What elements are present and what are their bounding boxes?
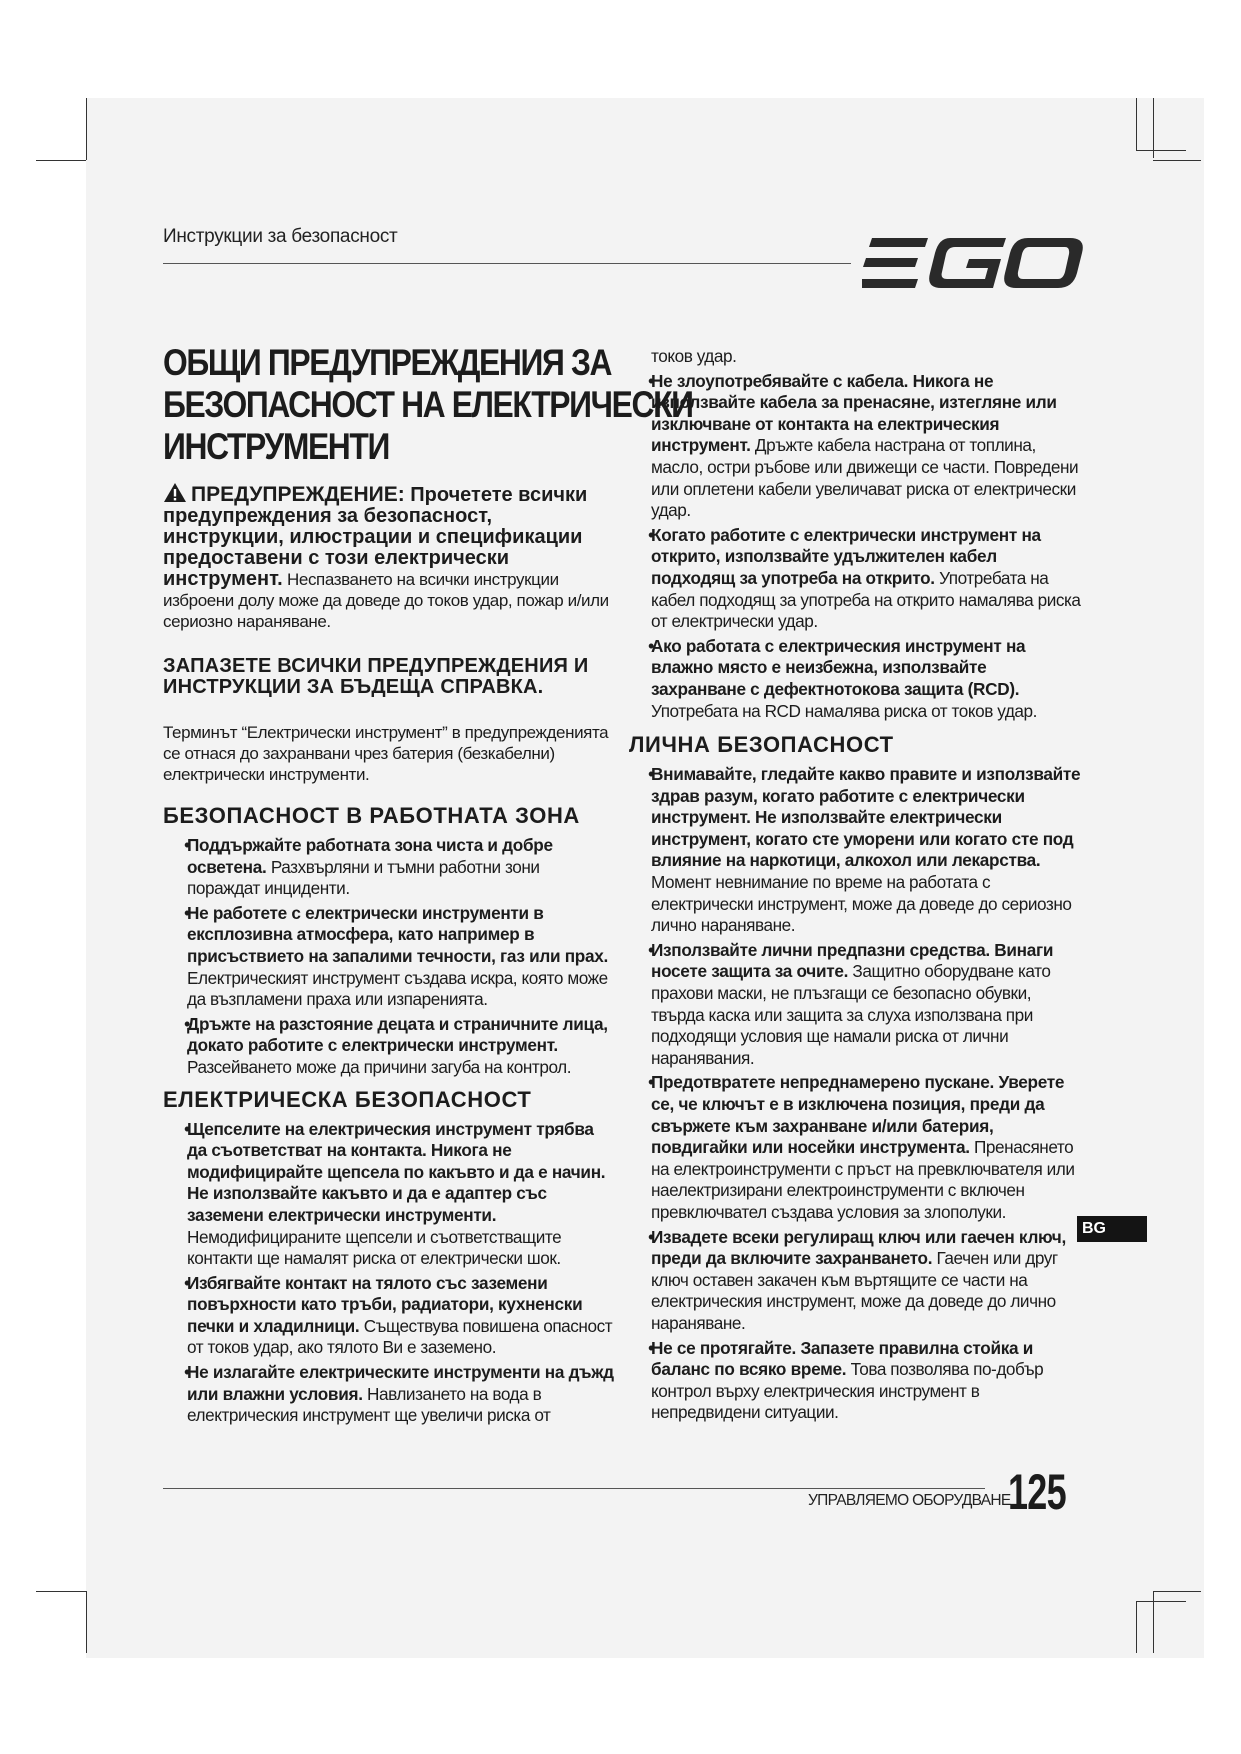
list-item: • Не излагайте електрическите инструменти на дъжд или влажни условия. Навлизането на вода в електрическия инструмент ще увеличи риска от: [187, 1362, 615, 1427]
ego-logo: [862, 236, 1086, 290]
list-item: • Не се протягайте. Запазете правилна стойка и баланс по всяко време. Това позволява по-добър контрол върху електрическия инструмент в непредвидени ситуации.: [651, 1338, 1083, 1424]
work-area-list: [163, 835, 615, 1079]
list-item: • Дръжте на разстояние децата и страничните лица, докато работите с електрически инструмент. Разсейването може да причини загуба на контрол.: [187, 1014, 615, 1079]
list-item: • Извадете всеки регулиращ ключ или гаечен ключ, преди да включите захранването. Гаечен или друг ключ оставен закачен към въртящите се части на електрическия инструмент, може да доведе до лично нараняване.: [651, 1227, 1083, 1335]
personal-list: [651, 764, 1083, 1424]
footer-label: УПРАВЛЯЕМО ОБОРУДВАНЕ: [808, 1492, 1011, 1509]
warning-block: [163, 482, 615, 632]
page-number: 125: [1008, 1464, 1066, 1520]
list-item: • Не работете с електрически инструменти в експлозивна атмосфера, като например в присъствието на запалими течности, газ или прах. Електрическият инструмент създава искра, която може да възпламени праха или изпаренията.: [187, 903, 615, 1011]
header-divider: [163, 263, 851, 264]
warning-lead: ПРЕДУПРЕЖДЕНИЕ:: [191, 483, 405, 506]
language-badge: BG: [1077, 1216, 1147, 1242]
warning-triangle-icon: [163, 482, 187, 503]
left-column: [163, 342, 693, 1430]
list-item: • Поддържайте работната зона чиста и добре осветена. Разхвърляни и тъмни работни зони пораждат инциденти.: [187, 835, 615, 900]
heading-work-area: БЕЗОПАСНОСТ В РАБОТНАТА ЗОНА: [163, 803, 580, 828]
heading-electrical: ЕЛЕКТРИЧЕСКА БЕЗОПАСНОСТ: [163, 1086, 532, 1112]
footer-divider: [163, 1488, 985, 1489]
list-item: • Избягвайте контакт на тялото със заземени повърхности като тръби, радиатори, кухненски печки и хладилници. Съществува повишена опасност от токов удар, ако тялото Ви е заземено.: [187, 1273, 615, 1359]
page-title: ОБЩИ ПРЕДУПРЕЖДЕНИЯ ЗА БЕЗОПАСНОСТ НА ЕЛЕКТРИЧЕСКИ ИНСТРУМЕНТИ: [163, 342, 693, 467]
list-item: • Щепселите на електрическия инструмент трябва да съответстват на контакта. Никога не модифицирайте щепсела по какъвто и да е начин. Не използвайте какъвто и да е адаптер със заземени електрически инструменти. Немодифицираните щепсели и съответстващите контакти ще намалят риска от електрически шок.: [187, 1119, 615, 1270]
save-notice: ЗАПАЗЕТЕ ВСИЧКИ ПРЕДУПРЕЖДЕНИЯ И ИНСТРУКЦИИ ЗА БЪДЕЩА СПРАВКА.: [163, 655, 589, 698]
warning-bold-text: Прочетете всички предупреждения за безопасност, инструкции, илюстрации и спецификации предоставени с този електрически инструмент.: [163, 484, 588, 590]
right-column: [629, 346, 1083, 1427]
list-item: • Внимавайте, гледайте какво правите и използвайте здрав разум, когато работите с електрически инструмент. Не използвайте електрически инструмент, когато сте уморени или когато сте под влияние на наркотици, алкохол или лекарства. Момент невнимание по време на работата с електрически инструмент, може да доведе до сериозно лично нараняване.: [651, 764, 1083, 937]
electrical-list: [163, 1119, 615, 1427]
heading-personal: ЛИЧНА БЕЗОПАСНОСТ: [629, 732, 894, 758]
list-item: • Не злоупотребявайте с кабела. Никога не използвайте кабела за пренасяне, изтегляне или изключване от контакта на електрическия инструмент. Дръжте кабела настрана от топлина, масло, остри ръбове или движещи се части. Повредени или оплетени кабели увеличават риска от електрически удар.: [651, 371, 1083, 522]
electrical-continuation: токов удар.: [651, 346, 737, 366]
warning-normal-text: Неспазването на всички инструкции изброени долу може да доведе до токов удар, пожар и/или сериозно нараняване.: [163, 570, 609, 631]
term-note: Терминът “Електрически инструмент” в предупрежденията се отнася до захранвани чрез батерия (безкабелни) електрически инструменти.: [163, 723, 609, 784]
header-section-label: Инструкции за безопасност: [163, 226, 398, 247]
list-item: • Предотвратете непреднамерено пускане. Уверете се, че ключът е в изключена позиция, преди да свържете към захранване и/или батерия, повдигайки или носейки инструмента. Пренасянето на електроинструменти с пръст на превключвателя или наелектризирани електроинструменти с включен превключвател създава условия за злополуки.: [651, 1072, 1083, 1223]
list-item: • Ако работата с електрическия инструмент на влажно място е неизбежна, използвайте захранване с дефектнотокова защита (RCD). Употребата на RCD намалява риска от токов удар.: [651, 636, 1083, 722]
electrical-list-continued: [651, 371, 1083, 723]
list-item: • Когато работите с електрически инструмент на открито, използвайте удължителен кабел подходящ за употреба на открито. Употребата на кабел подходящ за употреба на открито намалява риска от електрически удар.: [651, 525, 1083, 633]
list-item: • Използвайте лични предпазни средства. Винаги носете защита за очите. Защитно оборудване като прахови маски, не плъзгащи се безопасно обувки, твърда каска или защита за слуха използвана при подходящи условия ще намали риска от лични наранявания.: [651, 940, 1083, 1070]
